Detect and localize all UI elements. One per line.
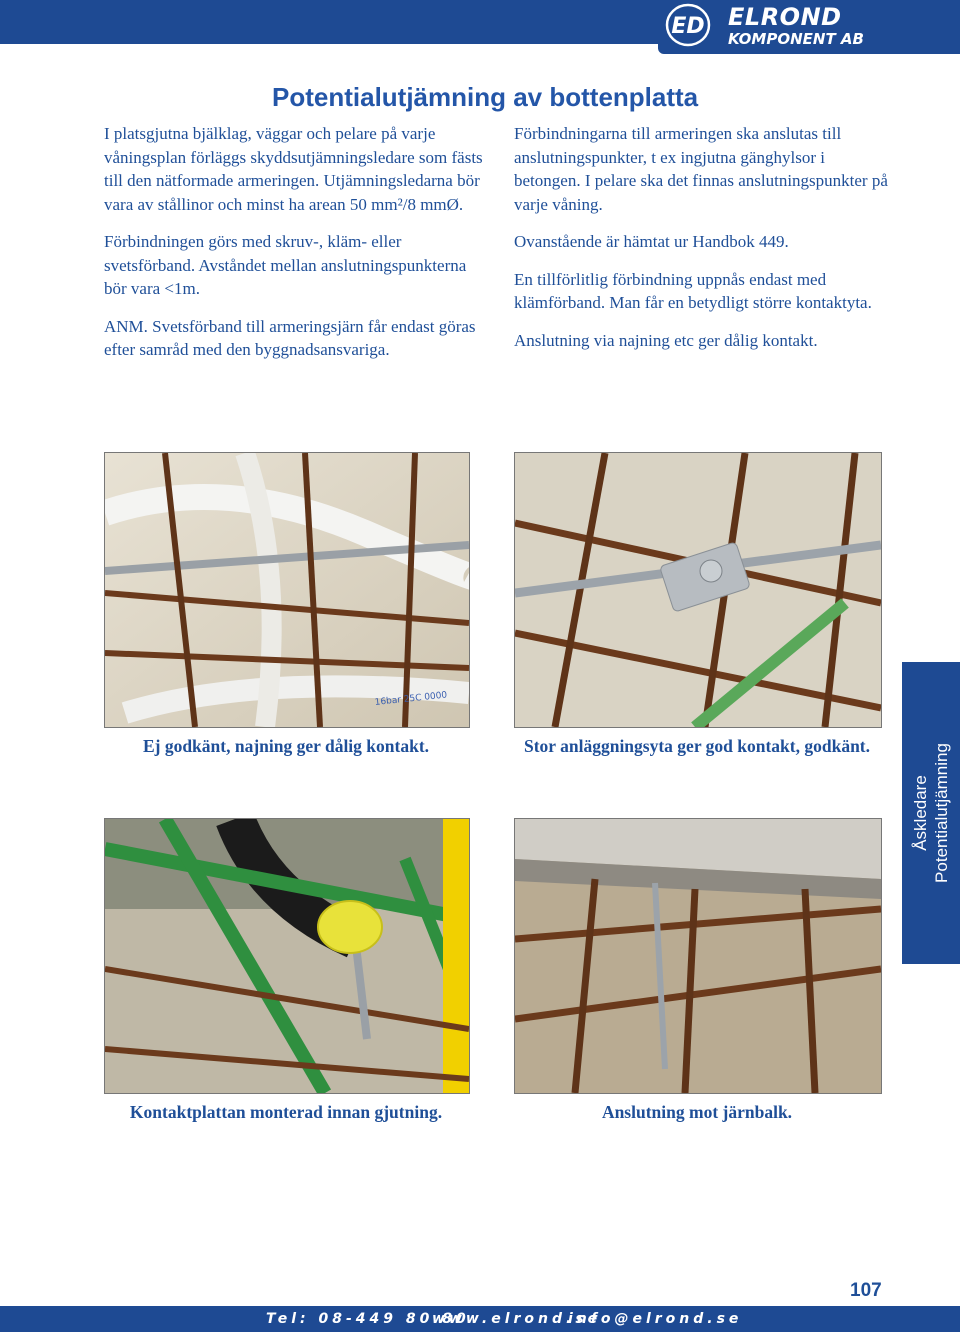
pipe-print: 16bar 25C 0000 [374,690,448,708]
footer-phone: Tel: 08-449 80 80 [266,1311,470,1327]
paragraph: En tillförlitlig förbindning uppnås endast med klämförband. Man får en betydligt större kontaktyta. [514,269,872,312]
photo-caption: Ej godkänt, najning ger dålig kontakt. [142,736,430,756]
paragraph: ANM. Svetsförband till armeringsjärn får endast göras efter samråd med den byggnadsansvariga. [104,316,476,359]
footer-bar [0,1309,960,1332]
page-title: Potentialutjämning av bottenplatta [272,82,699,112]
photo-steel-beam [514,818,882,1094]
logo-letters: ED [671,14,705,39]
paragraph: Anslutning via najning etc ger dålig kontakt. [514,330,818,350]
elrond-logo-icon [664,2,712,48]
photo-contact-plate [104,818,470,1094]
section-side-tab [902,662,960,964]
paragraph: Ovanstående är hämtat ur Handbok 449. [514,232,789,251]
page-number: 107 [850,1280,882,1301]
paragraph: Förbindningen görs med skruv-, kläm- eller svetsförband. Avståndet mellan anslutningspunkterna bör vara <1m. [104,232,467,298]
right-text-column [514,122,894,366]
paragraph: Förbindningarna till armeringen ska anslutas till anslutningspunkter, t ex ingjutna gänghylsor i betongen. I pelare ska det finnas anslutningspunkter på varje våning. [514,124,888,214]
brand-subtitle: KOMPONENT AB [728,30,864,48]
brand-name: ELROND [728,3,842,31]
side-tab-line-2: Potentialutjämning [932,743,951,883]
paragraph: I platsgjutna bjälklag, väggar och pelare på varje våningsplan förläggs skyddsutjämningsledare som fästs till den nätformade armeringen. Utjämningsledarna bör vara av stållinor och minst ha arean 50 mm²/8 mmØ. [104,124,483,214]
photo-caption: Stor anläggningsyta ger god kontakt, godkänt. [523,736,871,756]
photo-caption: Kontaktplattan monterad innan gjutning. [129,1102,443,1122]
footer-email-link[interactable]: info@elrond.se [568,1311,743,1327]
photo-clamp-connection [514,452,882,728]
side-tab-line-1: Åskledare [911,775,930,851]
footer-website-link[interactable]: www.elrond.se [432,1311,602,1327]
photo-caption: Anslutning mot järnbalk. [601,1102,793,1122]
photo-tied-rebar [104,452,470,728]
left-text-column [104,122,484,376]
